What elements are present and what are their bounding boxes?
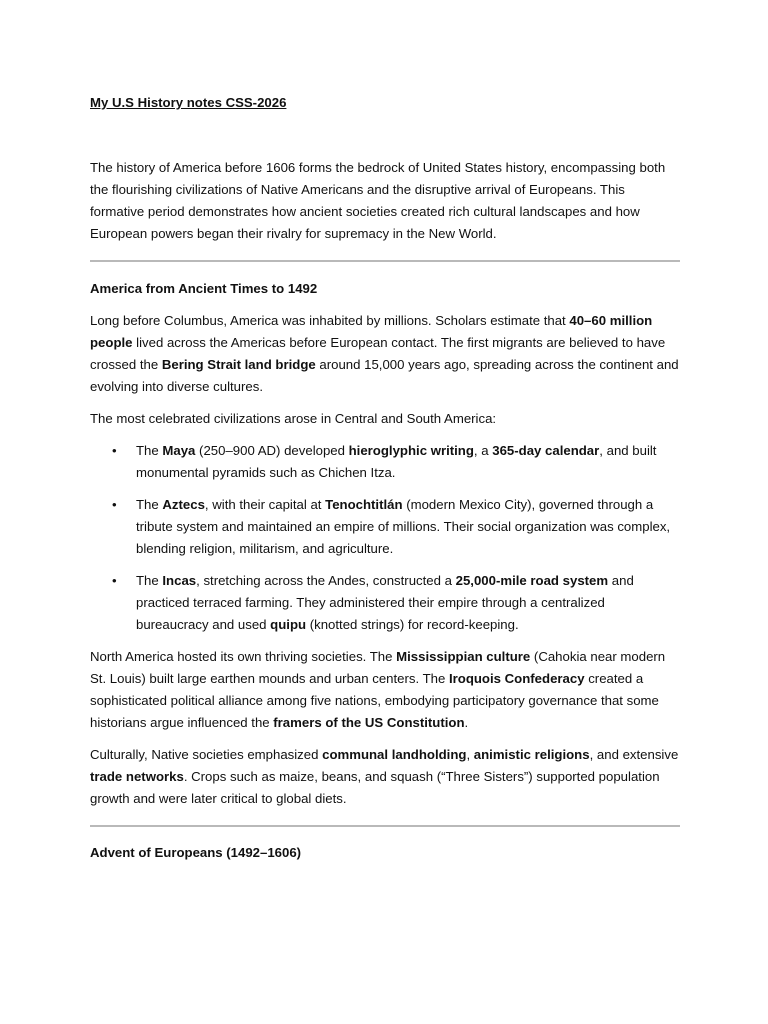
text-run: The xyxy=(136,497,163,512)
section-divider xyxy=(90,825,680,827)
text-run: , a xyxy=(473,443,493,458)
text-run: (knotted strings) for record-keeping. xyxy=(306,617,519,632)
bold-communal-landholding: communal landholding xyxy=(322,747,467,762)
bold-calendar: 365-day calendar xyxy=(492,443,600,458)
bullet-icon: • xyxy=(112,497,117,512)
bold-aztecs: Aztecs xyxy=(162,497,205,512)
bold-trade-networks: trade networks xyxy=(90,769,184,784)
section-heading-ancient-times: America from Ancient Times to 1492 xyxy=(90,281,318,296)
bold-maya: Maya xyxy=(162,443,196,458)
bold-hieroglyphic-writing: hieroglyphic writing xyxy=(348,443,474,458)
civilizations-list xyxy=(90,440,680,636)
document-title: My U.S History notes CSS-2026 xyxy=(90,95,287,110)
text-run: The xyxy=(136,573,163,588)
intro-paragraph: The history of America before 1606 forms the bedrock of United States history, encompassing both the flourishing civilizations of Native Americans and the disruptive arrival of Europeans. This formative period demonstrates how ancient societies created rich cultural landscapes and how European powers began their rivalry for supremacy in the New World. xyxy=(90,160,666,241)
text-run: The xyxy=(136,443,163,458)
bullet-icon: • xyxy=(112,573,117,588)
bold-population: 40–60 million people xyxy=(90,313,653,350)
bullet-icon: • xyxy=(112,443,117,458)
text-run: and practiced terraced farming. They administered their empire through a centralized bureaucracy and used xyxy=(136,573,634,632)
paragraph-inhabitants xyxy=(90,310,680,398)
paragraph-north-america xyxy=(90,646,680,734)
bold-mississippian: Mississippian culture xyxy=(396,649,531,664)
text-run: , with their capital at xyxy=(204,497,326,512)
paragraph-civilizations-intro: The most celebrated civilizations arose in Central and South America: xyxy=(90,411,497,426)
section-divider xyxy=(90,260,680,262)
bold-iroquois: Iroquois Confederacy xyxy=(448,671,585,686)
text-run: Culturally, Native societies emphasized xyxy=(90,747,323,762)
list-item-aztecs xyxy=(90,494,680,560)
text-run: . xyxy=(464,715,469,730)
text-run: , and built monumental pyramids such as Chichen Itza. xyxy=(136,443,657,480)
text-run: , and extensive xyxy=(589,747,679,762)
text-run: , stretching across the Andes, constructed a xyxy=(196,573,456,588)
text-run: North America hosted its own thriving societies. The xyxy=(90,649,397,664)
section-heading-europeans: Advent of Europeans (1492–1606) xyxy=(90,845,302,860)
paragraph-culture xyxy=(90,744,680,810)
bold-incas: Incas xyxy=(162,573,197,588)
bold-road-system: 25,000-mile road system xyxy=(455,573,609,588)
bold-tenochtitlan: Tenochtitlán xyxy=(325,497,403,512)
list-item-incas xyxy=(90,570,680,636)
text-run: (250–900 AD) developed xyxy=(195,443,349,458)
text-run: created a sophisticated political alliance among five nations, embodying participatory governance that some historians argue influenced the xyxy=(90,671,659,730)
bold-bering-strait: Bering Strait land bridge xyxy=(161,357,316,372)
text-run: around 15,000 years ago, spreading across the continent and evolving into diverse cultures. xyxy=(90,357,679,394)
text-run: , xyxy=(466,747,474,762)
text-run: (Cahokia near modern St. Louis) built large earthen mounds and urban centers. The xyxy=(90,649,666,686)
list-item-maya xyxy=(90,440,680,484)
bold-animistic-religions: animistic religions xyxy=(473,747,590,762)
document-body xyxy=(90,92,680,864)
text-run: Long before Columbus, America was inhabited by millions. Scholars estimate that xyxy=(90,313,570,328)
text-run: lived across the Americas before European contact. The first migrants are believed to have crossed the xyxy=(90,335,666,372)
text-run: (modern Mexico City), governed through a tribute system and maintained an empire of millions. Their social organization was complex, blending religion, militarism, and agriculture. xyxy=(136,497,671,556)
text-run: . Crops such as maize, beans, and squash (“Three Sisters”) supported population growth and were later critical to global diets. xyxy=(90,769,660,806)
bold-quipu: quipu xyxy=(270,617,307,632)
bold-framers: framers of the US Constitution xyxy=(273,715,465,730)
